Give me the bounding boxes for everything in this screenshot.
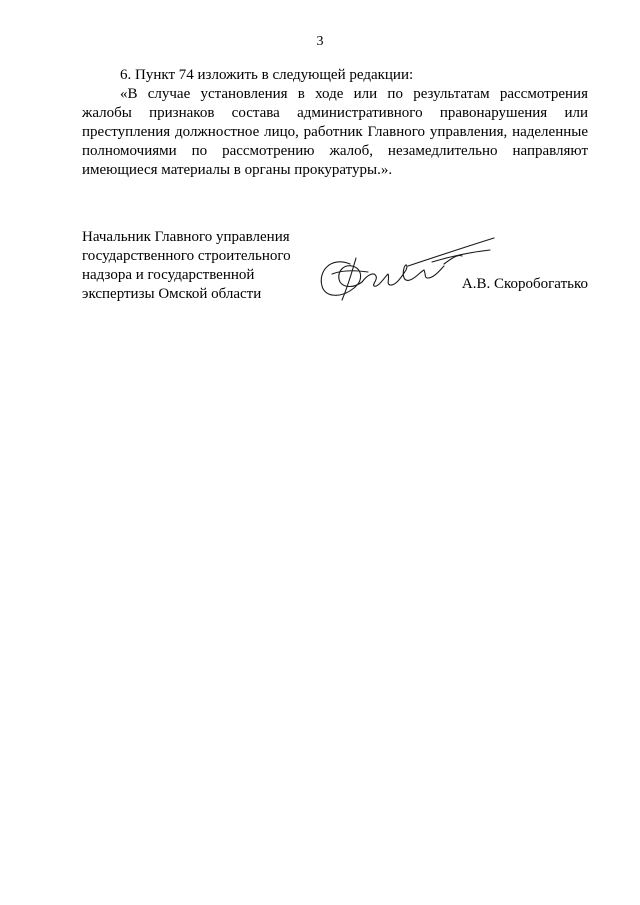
signature-block <box>82 228 588 308</box>
signer-position-line: надзора и государственной <box>82 267 255 283</box>
page-number: 3 <box>316 34 324 49</box>
document-body <box>82 66 588 180</box>
item-heading: 6. Пункт 74 изложить в следующей редакции: <box>120 67 414 83</box>
handwritten-signature <box>312 228 502 308</box>
signer-name: А.В. Скоробогатько <box>461 276 588 292</box>
signer-position <box>82 228 322 304</box>
signer-position-line: Начальник Главного управления <box>82 229 290 245</box>
signer-position-line: экспертизы Омской области <box>82 286 262 302</box>
quoted-amendment-text: «В случае установления в ходе или по результатам рассмотрения жалобы признаков состава административного правонарушения или преступления должностное лицо, работник Главного управления, наделенные полномочиями по рассмотрению жалоб, незамедлительно направляют имеющиеся материалы в органы прокуратуры.». <box>82 86 588 178</box>
signer-position-line: государственного строительного <box>82 248 291 264</box>
